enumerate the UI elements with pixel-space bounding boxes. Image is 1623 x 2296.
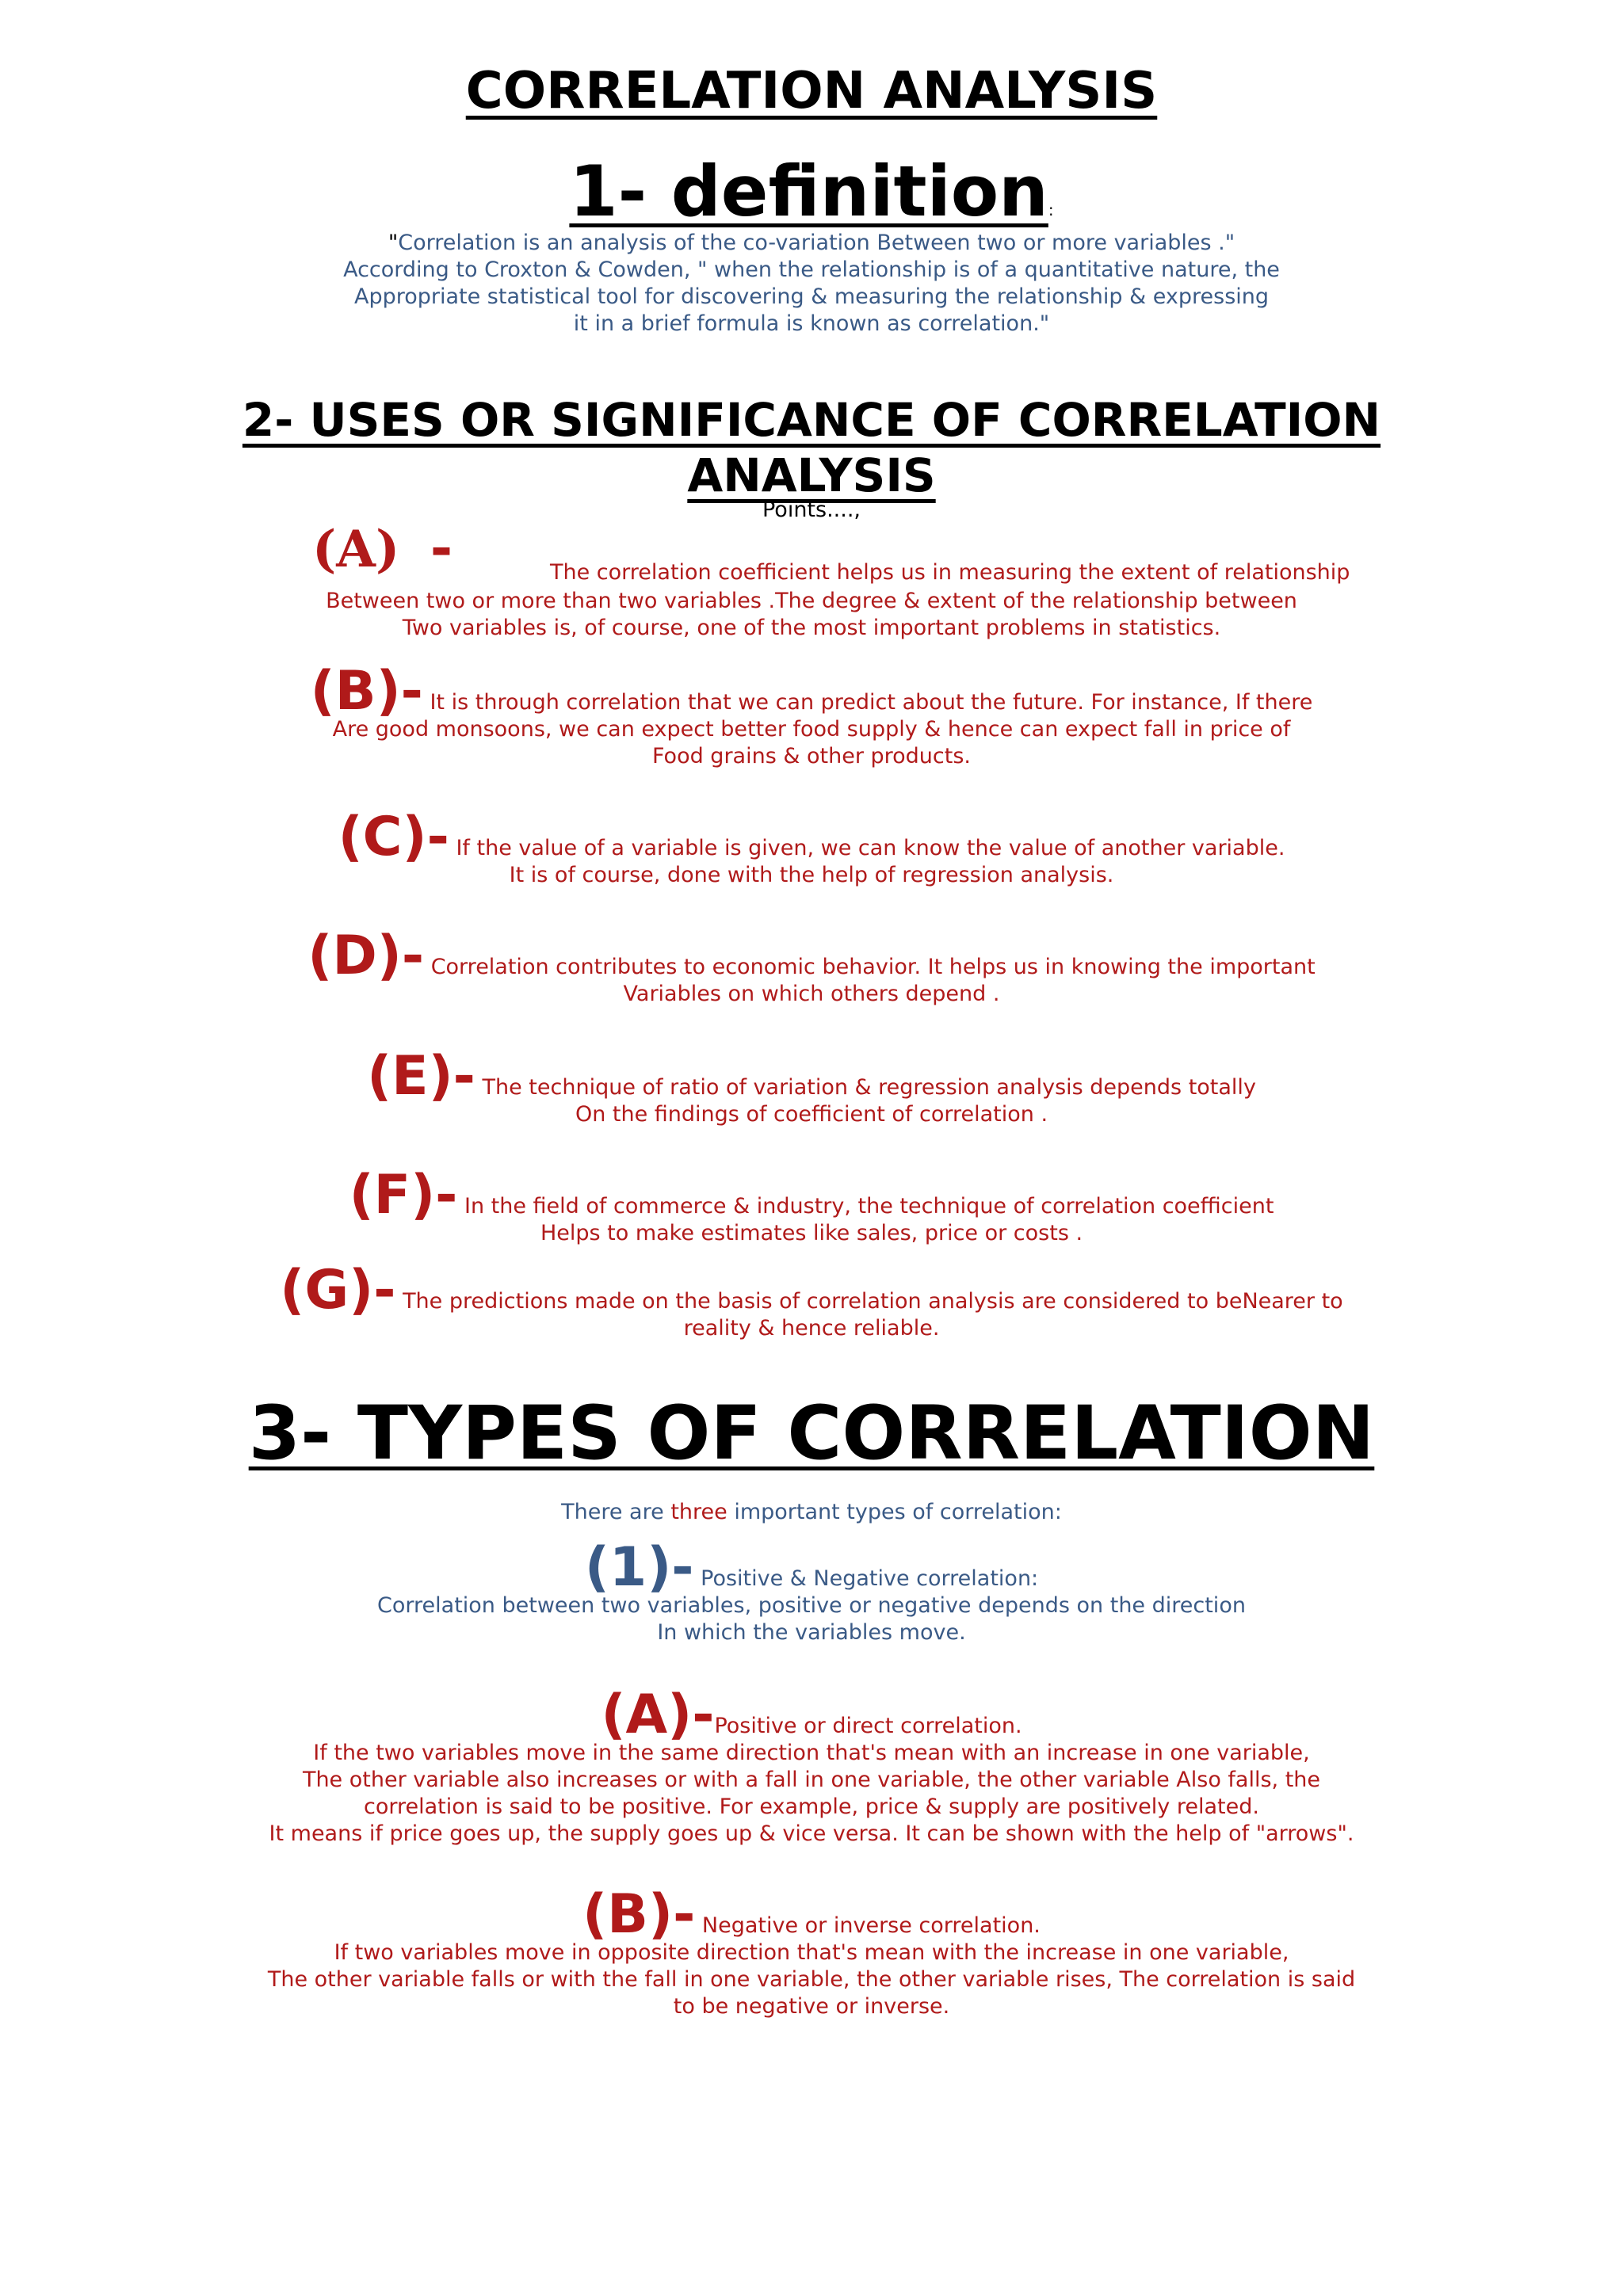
uses-item-a-line-1: The correlation coefficient helps us in measuring the extent of relationship (550, 560, 1350, 585)
uses-item-e-line-2: On the findings of coefficient of correlation . (575, 1102, 1048, 1127)
types-item-a-line-3: correlation is said to be positive. For example, price & supply are positively related. (364, 1794, 1259, 1819)
document-title-text: CORRELATION ANALYSIS (465, 62, 1158, 120)
uses-item-b-line-1: It is through correlation that we can predict about the future. For instance, If there (430, 690, 1313, 715)
uses-item-g-line-2: reality & hence reliable. (683, 1316, 940, 1341)
types-item-a-row (178, 1684, 1445, 1746)
points-label: Points...., (762, 498, 861, 522)
uses-item-f-marker: (F)- (349, 1164, 458, 1226)
uses-item-a-line-3: Two variables is, of course, one of the most important problems in statistics. (402, 616, 1221, 640)
uses-item-d-row (178, 925, 1445, 987)
types-item-b (178, 1883, 1445, 2020)
uses-item-c-row (178, 806, 1445, 868)
definition-line-3: Appropriate statistical tool for discovering & measuring the relationship & expressing (353, 284, 1270, 309)
types-item-b-row (178, 1883, 1445, 1946)
uses-item-d-line-1: Correlation contributes to economic behavior. It helps us in knowing the important (430, 955, 1316, 979)
types-item-1-marker: (1)- (584, 1536, 694, 1599)
uses-item-f-row (178, 1164, 1445, 1226)
types-item-a-line-2: The other variable also increases or with a fall in one variable, the other variable Also falls, the (302, 1768, 1321, 1792)
types-item-a (178, 1684, 1445, 1848)
types-item-b-line-2: The other variable falls or with the fall in one variable, the other variable rises, The correlation is said (267, 1967, 1356, 1992)
types-heading-text: 3- TYPES OF CORRELATION (248, 1390, 1375, 1477)
uses-item-b-line-2: Are good monsoons, we can expect better food supply & hence can expect fall in price of (332, 717, 1291, 742)
definition-heading (0, 151, 1623, 232)
uses-item-b-row (178, 660, 1445, 723)
uses-item-c (178, 806, 1445, 889)
uses-item-f-line-1: In the field of commerce & industry, the technique of correlation coefficient (464, 1194, 1274, 1219)
types-heading (0, 1390, 1623, 1477)
uses-item-g-row (178, 1259, 1445, 1322)
uses-item-g-line-1: The predictions made on the basis of correlation analysis are considered to beNearer to (403, 1289, 1343, 1314)
uses-heading-line-1: 2- USES OR SIGNIFICANCE OF CORRELATION (242, 393, 1381, 447)
uses-item-b-marker: (B)- (310, 660, 423, 723)
types-item-1-row (178, 1536, 1445, 1599)
document-title (0, 62, 1623, 120)
definition-line-2: According to Croxton & Cowden, " when the relationship is of a quantitative nature, the (343, 257, 1280, 282)
types-item-b-line-3: to be negative or inverse. (673, 1994, 950, 2019)
uses-item-e (178, 1045, 1445, 1128)
uses-item-b (178, 660, 1445, 770)
types-item-b-line-1: If two variables move in opposite direction that's mean with the increase in one variable, (334, 1940, 1289, 1965)
uses-item-a-marker: (A) (312, 520, 400, 579)
uses-item-c-line-2: It is of course, done with the help of regression analysis. (509, 863, 1114, 887)
definition-line-1 (178, 230, 1445, 257)
definition-line-1-text: Correlation is an analysis of the co-variation Between two or more variables ." (398, 231, 1235, 255)
uses-item-f (178, 1164, 1445, 1247)
uses-item-c-line-1: If the value of a variable is given, we can know the value of another variable. (456, 836, 1285, 860)
definition-heading-colon: : (1048, 200, 1054, 219)
types-item-b-title: Negative or inverse correlation. (701, 1913, 1041, 1938)
types-item-a-line-1: If the two variables move in the same direction that's mean with an increase in one variable, (313, 1741, 1310, 1765)
types-intro-before: There are (561, 1500, 671, 1524)
types-intro (0, 1500, 1623, 1524)
definition-quote-mark: " (388, 231, 399, 255)
types-intro-after: important types of correlation: (727, 1500, 1062, 1524)
uses-heading (0, 392, 1623, 503)
types-item-1-line-1: Correlation between two variables, positive or negative depends on the direction (377, 1593, 1246, 1618)
uses-item-e-row (178, 1045, 1445, 1108)
uses-item-g (178, 1259, 1445, 1342)
types-item-1 (178, 1536, 1445, 1646)
uses-item-e-line-1: The technique of ratio of variation & regression analysis depends totally (482, 1075, 1256, 1100)
uses-item-a-line-2: Between two or more than two variables .The degree & extent of the relationship between (326, 589, 1297, 613)
uses-item-c-marker: (C)- (338, 806, 449, 868)
uses-item-g-marker: (G)- (280, 1259, 396, 1322)
uses-item-a (178, 517, 1445, 642)
types-intro-highlight: three (670, 1500, 727, 1524)
types-item-a-marker: (A)- (601, 1684, 715, 1746)
uses-item-b-line-3: Food grains & other products. (651, 744, 972, 769)
uses-item-d (178, 925, 1445, 1008)
types-item-a-title: Positive or direct correlation. (714, 1714, 1022, 1738)
definition-body (178, 230, 1445, 338)
uses-item-d-line-2: Variables on which others depend . (623, 982, 1000, 1006)
types-item-a-line-4: It means if price goes up, the supply goes up & vice versa. It can be shown with the help of "arrows". (269, 1821, 1354, 1846)
uses-item-a-row (178, 517, 1445, 588)
uses-heading-line-2: ANALYSIS (687, 448, 936, 502)
types-item-b-marker: (B)- (582, 1883, 696, 1946)
types-item-1-title: Positive & Negative correlation: (701, 1566, 1039, 1591)
uses-item-a-dash: - (430, 517, 453, 580)
uses-item-e-marker: (E)- (367, 1045, 475, 1108)
types-item-1-line-2: In which the variables move. (657, 1620, 966, 1645)
definition-heading-text: 1- definition (569, 151, 1048, 232)
definition-line-4: it in a brief formula is known as correlation." (573, 311, 1050, 336)
uses-item-f-line-2: Helps to make estimates like sales, price or costs . (540, 1221, 1083, 1245)
uses-item-d-marker: (D)- (307, 925, 425, 987)
